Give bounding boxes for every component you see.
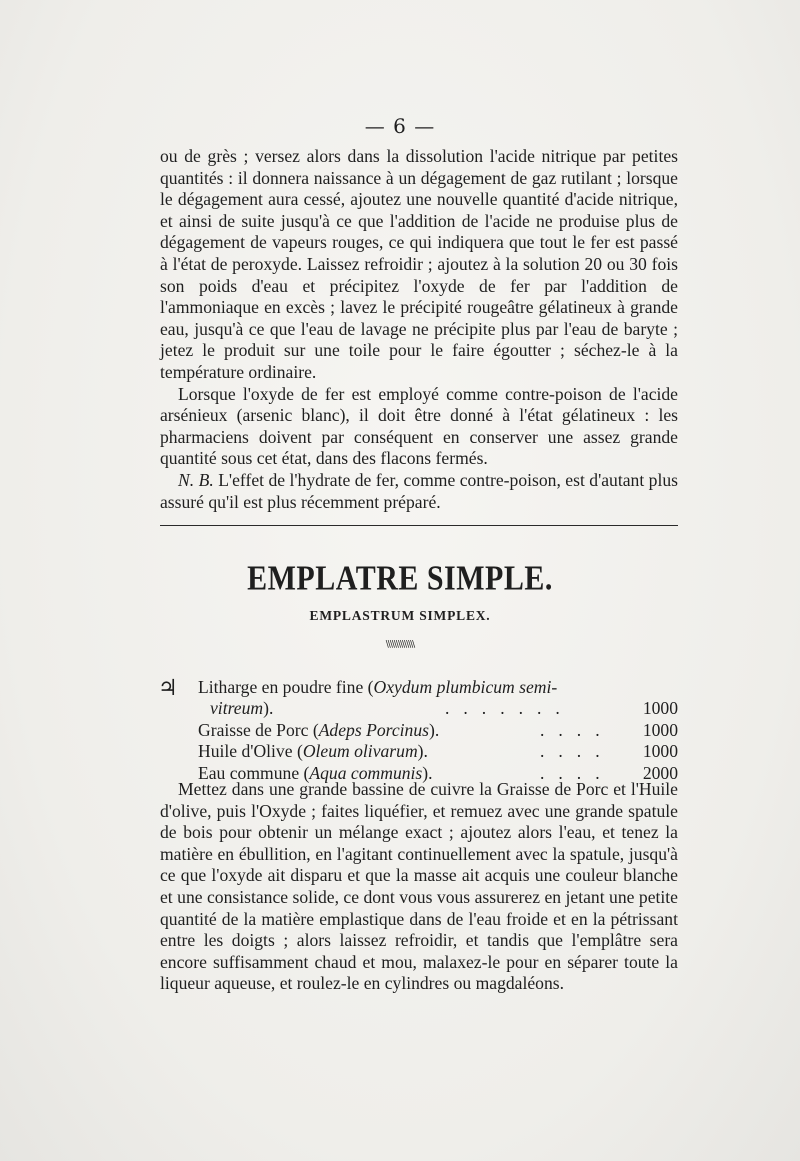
ingredient-name: Graisse de Porc ( [198, 719, 319, 740]
ingredient-row [160, 720, 678, 741]
section-subtitle: EMPLASTRUM SIMPLEX. [309, 608, 491, 623]
ingredient-name: Huile d'Olive ( [198, 741, 303, 762]
paragraph-peroxyde [160, 146, 678, 513]
section-divider [160, 525, 678, 526]
decorative-ornament: \\\\\\\\\\\\\\ [385, 640, 415, 650]
ingredient-latin: Adeps Porcinus [318, 719, 429, 740]
ingredient-row [160, 677, 678, 720]
ingredient-quantity: 1000 [642, 719, 678, 740]
ingredient-name: Eau commune ( [198, 762, 310, 783]
ingredient-end: ). [428, 719, 440, 740]
paragraph-note [160, 470, 678, 513]
note-label: N. B. [178, 469, 214, 490]
ingredient-quantity: 2000 [642, 762, 678, 783]
recipe-symbol: ♃ [158, 675, 178, 700]
leader-dots: ....... [445, 698, 574, 719]
ingredient-end: ). [417, 741, 428, 762]
leader-dots: .... [540, 719, 614, 740]
method-text: Mettez dans une grande bassine de cuivre la Graisse de Porc et l'Huile d'olive, puis l'Oxyde ; faites liquéfier, et remuez avec une grande spatule de bois pour obtenir un mélange exact ; ajoutez alors l'eau, et tenez la matière en ébullition, en l'agitant continuellement avec la spatule, jusqu'à ce que l'oxyde ait disparu et que la masse ait acquis une couleur blanche et une consistance solide, ce dont vous vous assurerez en jetant une petite quantité de la matière emplastique dans de l'eau froide et en la pétrissant entre les doigts ; alors laissez refroidir, et tandis que l'emplâtre sera encore suffisamment chaud et mou, malaxez-le pour en séparer toute la liqueur aqueuse, et roulez-le en cylindres ou magdaléons. [160, 779, 678, 994]
ingredient-latin: Oleum olivarum [302, 741, 418, 762]
ingredient-latin: Oxydum plumbicum semi- [373, 677, 558, 697]
paragraph-preparation-method [160, 779, 678, 995]
ingredient-row [160, 741, 678, 762]
ingredient-latin: Aqua communis [309, 762, 423, 783]
ingredient-name: Litharge en poudre fine ( [198, 677, 374, 697]
ingredient-quantity: 1000 [642, 741, 678, 762]
note-text: L'effet de l'hydrate de fer, comme contre-poison, est d'autant plus assuré qu'il est plus récemment préparé. [160, 469, 679, 512]
paragraph-preparation: ou de grès ; versez alors dans la dissolution l'acide nitrique par petites quantités : il donnera naissance à un dégagement de gaz rutilant ; lorsque le dégagement aura cessé, ajoutez une nouvelle quantité d'acide nitrique, et ainsi de suite jusqu'à ce que l'addition de l'acide ne produise plus de dégagement de vapeurs rouges, ce qui indiquera que tout le fer est passé à l'état de peroxyde. Laissez refroidir ; ajoutez à la solution 20 ou 30 fois son poids d'eau et précipitez l'oxyde de fer par l'addition de l'ammoniaque en excès ; lavez le précipité rougeâtre gélatineux à grande eau, jusqu'à ce que l'eau de lavage ne précipite plus par l'eau de baryte ; jetez le produit sur une toile pour le faire égoutter ; séchez-le à la température ordinaire. [160, 146, 678, 382]
ingredient-latin-cont: vitreum [210, 698, 264, 719]
ingredient-end: ). [263, 698, 274, 719]
paragraph-antidote: Lorsque l'oxyde de fer est employé comme contre-poison de l'acide arsénieux (arsenic blanc), il doit être donné à l'état gélatineux : les pharmaciens doivent par conséquent en conserver une assez grande quantité sous cet état, dans des flacons fermés. [160, 383, 678, 469]
leader-dots: .... [540, 741, 614, 762]
page-number: — 6 — [364, 114, 436, 138]
section-title: EMPLATRE SIMPLE. [247, 559, 553, 598]
ingredient-list [160, 677, 678, 784]
ingredient-quantity: 1000 [642, 698, 678, 719]
ingredient-end: ). [422, 762, 433, 783]
leader-dots: .... [540, 762, 614, 783]
